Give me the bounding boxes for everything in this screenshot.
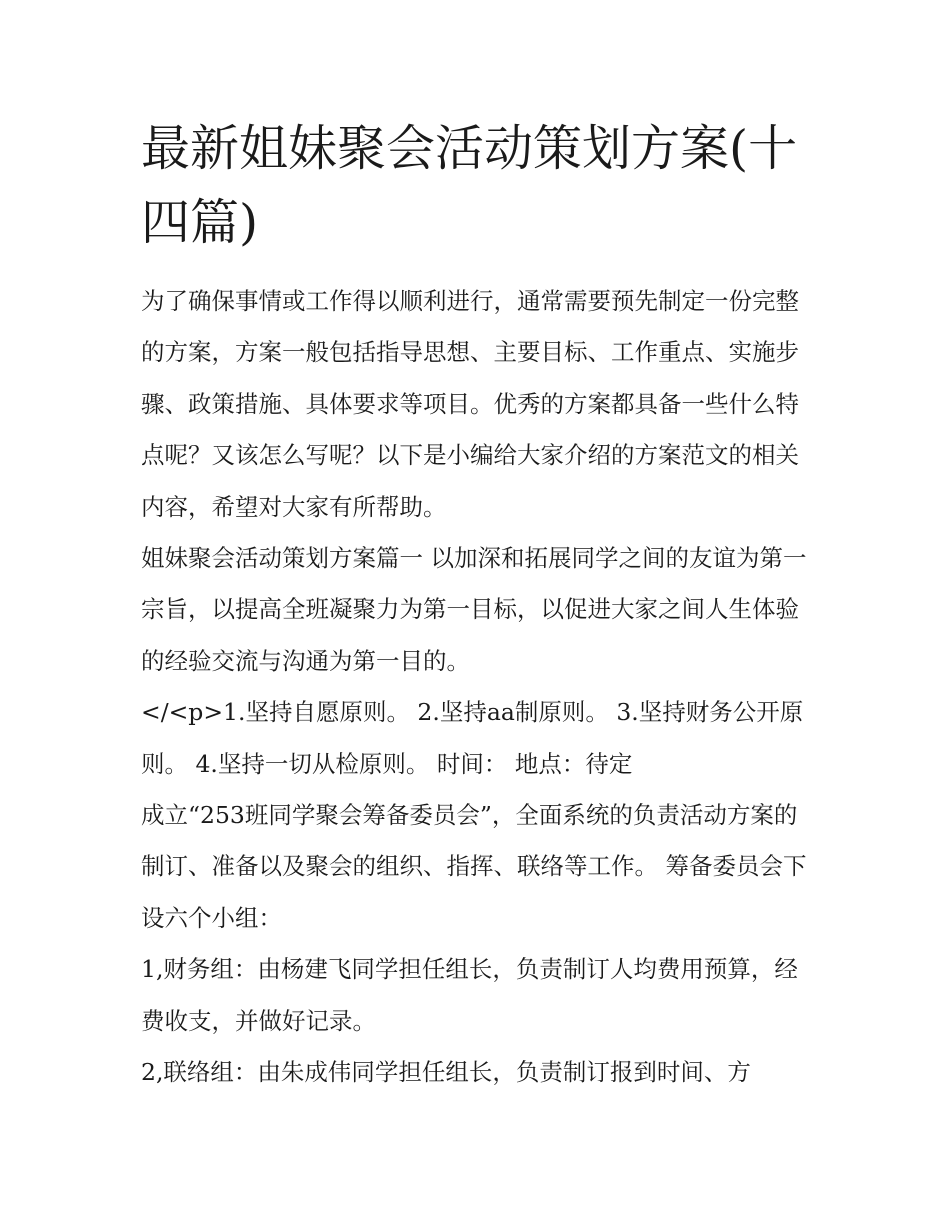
document-body (141, 112, 813, 1099)
paragraph-finance-group: 1,财务组：由杨建飞同学担任组长，负责制订人均费用预算，经费收支，并做好记录。 (141, 955, 798, 1035)
paragraph-chapter-one: 姐妹聚会活动策划方案篇一 以加深和拓展同学之间的友谊为第一宗旨，以提高全班凝聚力为第一目标，以促进大家之间人生体验的经验交流与沟通为第一目的。 (141, 544, 807, 675)
paragraph-liaison-group: 2,联络组：由朱成伟同学担任组长，负责制订报到时间、方 (141, 1058, 751, 1087)
paragraph-principles: </<p>1.坚持自愿原则。 2.坚持aa制原则。 3.坚持财务公开原则。 4.坚持一切从检原则。 时间： 地点：待定 (141, 698, 804, 778)
paragraph-committee: 成立“253班同学聚会筹备委员会”，全面系统的负责活动方案的制订、准备以及聚会的组织、指挥、联络等工作。 筹备委员会下设六个小组： (141, 801, 807, 932)
document-title: 最新姐妹聚会活动策划方案(十四篇) (141, 120, 798, 251)
paragraph-intro: 为了确保事情或工作得以顺利进行，通常需要预先制定一份完整的方案，方案一般包括指导思想、主要目标、工作重点、实施步骤、政策措施、具体要求等项目。优秀的方案都具备一些什么特点呢？又该怎么写呢？以下是小编给大家介绍的方案范文的相关内容，希望对大家有所帮助。 (141, 287, 799, 521)
